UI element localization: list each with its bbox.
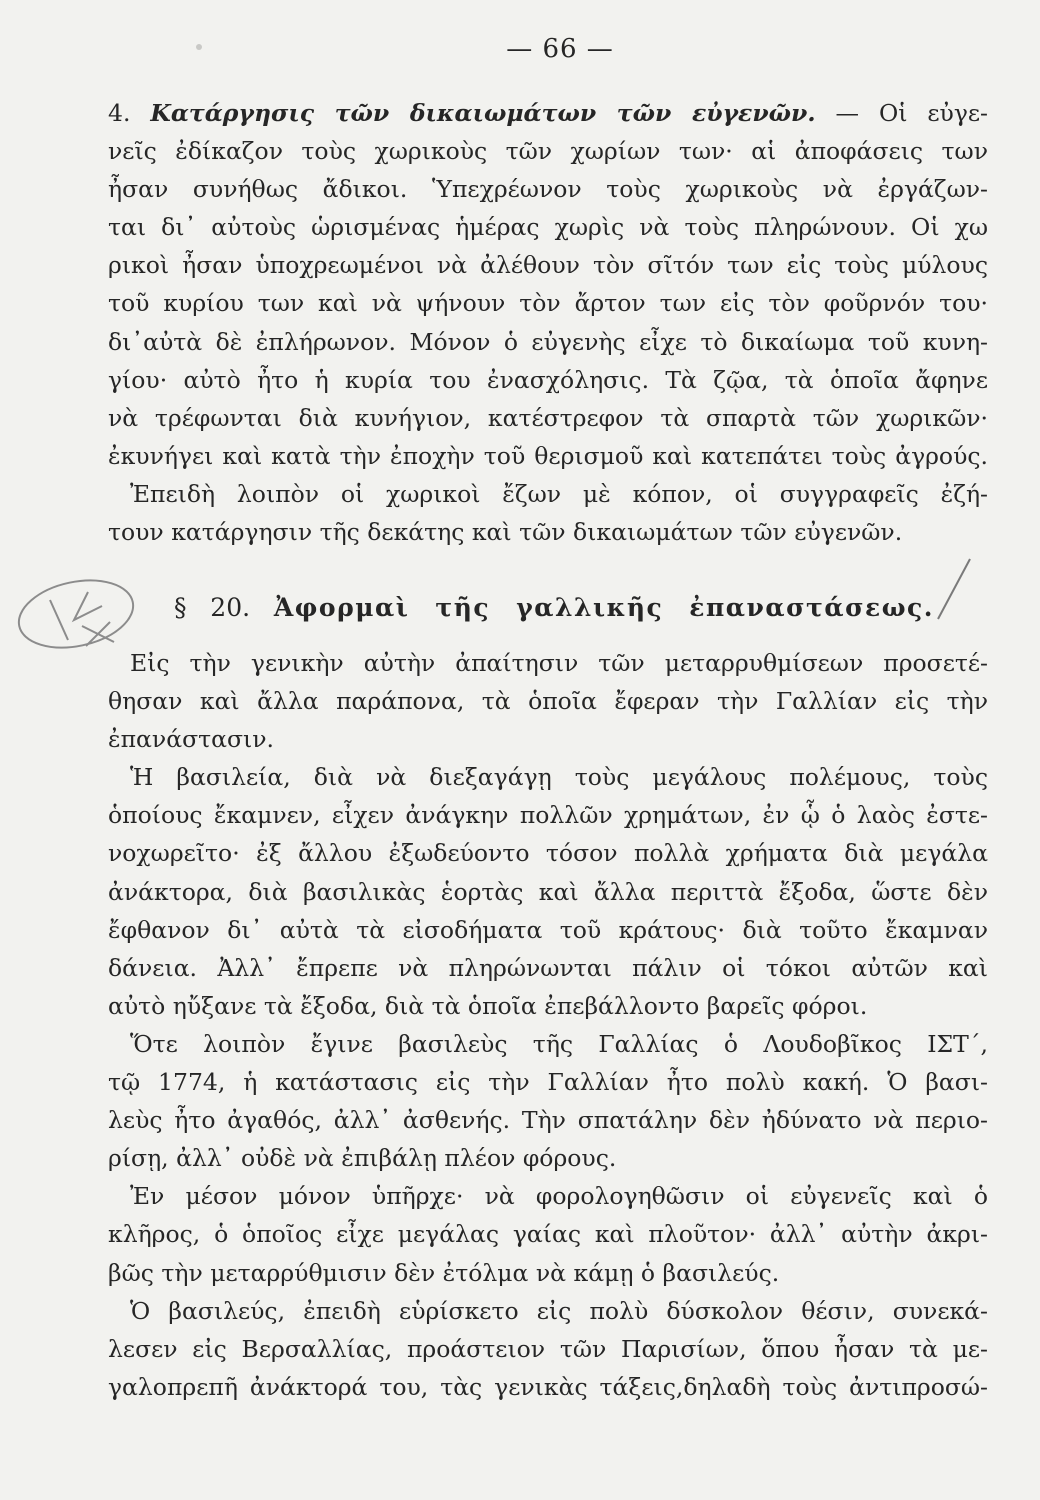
text-line: Ὁ βασιλεύς, ἐπειδὴ εὑρίσκετο εἰς πολὺ δύσκολον θέσιν, συνεκά- <box>130 1296 988 1325</box>
text-line: βῶς τὴν μεταρρύθμισιν δὲν ἐτόλμα νὰ κάμῃ ὁ βασιλεύς. <box>108 1258 780 1287</box>
section-4-line-1-rest: — Οἱ εὐγε- <box>835 99 988 127</box>
page-number: — 66 — <box>506 34 614 64</box>
section-20-body <box>108 644 988 1406</box>
text-line: νοχωρεῖτο· ἐξ ἄλλου ἐξωδεύοντο τόσον πολλὰ χρήματα διὰ μεγάλα <box>108 839 988 868</box>
text-line: ρίσῃ, ἀλλ᾽ οὐδὲ νὰ ἐπιβάλῃ πλέον φόρους. <box>108 1144 617 1173</box>
text-line: λεσεν εἰς Βερσαλλίας, προάστειον τῶν Παρισίων, ὅπου ἦσαν τὰ με- <box>108 1334 988 1363</box>
text-line: τῷ 1774, ἡ κατάστασις εἰς τὴν Γαλλίαν ἦτο πολὺ κακή. Ὁ βασι- <box>108 1068 988 1097</box>
section-4 <box>108 94 988 551</box>
text-line: ἦσαν συνήθως ἄδικοι. Ὑπεχρέωνον τοὺς χωρικοὺς νὰ ἐργάζων- <box>108 175 988 204</box>
text-line: ἐκυνήγει καὶ κατὰ τὴν ἐποχὴν τοῦ θερισμοῦ καὶ κατεπάτει τοὺς ἀγρούς. <box>108 441 988 470</box>
text-line: Ἡ βασιλεία, διὰ νὰ διεξαγάγῃ τοὺς μεγάλους πολέμους, τοὺς <box>130 763 988 792</box>
text-line: Εἰς τὴν γενικὴν αὐτὴν ἀπαίτησιν τῶν μεταρρυθμίσεων προσετέ- <box>130 649 988 677</box>
pencil-slash-mark-icon <box>930 555 980 625</box>
text-line: αὐτὸ ηὔξανε τὰ ἔξοδα, διὰ τὰ ὁποῖα ἐπεβάλλοντο βαρεῖς φόροι. <box>108 991 868 1020</box>
section-4-title: Κατάργησις τῶν δικαιωμάτων τῶν εὐγενῶν. <box>150 99 816 127</box>
text-line: δι᾽αὐτὰ δὲ ἐπλήρωνον. Μόνον ὁ εὐγενὴς εἶχε τὸ δικαίωμα τοῦ κυνη- <box>108 327 988 356</box>
text-line: ται δι᾽ αὐτοὺς ὡρισμένας ἡμέρας χωρὶς νὰ τοὺς πληρώνουν. Οἱ χω <box>108 213 988 242</box>
text-line: τουν κατάργησιν τῆς δεκάτης καὶ τῶν δικαιωμάτων τῶν εὐγενῶν. <box>108 518 903 547</box>
text-line: ἔφθανον δι᾽ αὐτὰ τὰ εἰσοδήματα τοῦ κράτους· διὰ τοῦτο ἔκαμναν <box>108 915 988 944</box>
section-20-title: Ἀφορμαὶ τῆς γαλλικῆς ἐπαναστάσεως. <box>273 593 934 622</box>
text-line: θησαν καὶ ἄλλα παράπονα, τὰ ὁποῖα ἔφεραν τὴν Γαλλίαν εἰς τὴν <box>108 687 988 716</box>
text-line: ὁποίους ἔκαμνεν, εἶχεν ἀνάγκην πολλῶν χρημάτων, ἐν ᾧ ὁ λαὸς ἐστε- <box>108 801 988 830</box>
text-line: κλῆρος, ὁ ὁποῖος εἶχε μεγάλας γαίας καὶ πλοῦτον· ἀλλ᾽ αὐτὴν ἀκρι- <box>108 1220 988 1249</box>
text-line: ἀνάκτορα, διὰ βασιλικὰς ἑορτὰς καὶ ἄλλα περιττὰ ἔξοδα, ὥστε δὲν <box>108 877 988 906</box>
text-line: Ἐν μέσον μόνον ὑπῆρχε· νὰ φορολογηθῶσιν οἱ εὐγενεῖς καὶ ὁ <box>130 1182 988 1211</box>
text-line: νὰ τρέφωνται διὰ κυνήγιον, κατέστρεφον τὰ σπαρτὰ τῶν χωρικῶν· <box>108 403 988 432</box>
section-4-heading-line <box>108 94 988 132</box>
text-line: γίου· αὐτὸ ἦτο ἡ κυρία του ἐνασχόλησις. Τὰ ζῷα, τὰ ὁποῖα ἄφηνε <box>108 365 988 394</box>
text-line: ρικοὶ ἦσαν ὑποχρεωμένοι νὰ ἀλέθουν τὸν σῖτόν των εἰς τοὺς μύλους <box>108 251 988 280</box>
text-line: γαλοπρεπῆ ἀνάκτορά του, τὰς γενικὰς τάξεις,δηλαδὴ τοὺς ἀντιπροσώ- <box>108 1372 988 1401</box>
section-20-heading <box>174 586 934 630</box>
section-4-number: 4. <box>108 99 131 127</box>
text-line: νεῖς ἐδίκαζον τοὺς χωρικοὺς τῶν χωρίων των· αἱ ἀποφάσεις των <box>108 137 988 166</box>
text-line: δάνεια. Ἀλλ᾽ ἔπρεπε νὰ πληρώνωνται πάλιν οἱ τόκοι αὐτῶν καὶ <box>108 953 988 982</box>
text-line: λεὺς ἦτο ἀγαθός, ἀλλ᾽ ἀσθενής. Τὴν σπατάλην δὲν ἠδύνατο νὰ περιο- <box>108 1106 988 1135</box>
text-line: Ὅτε λοιπὸν ἔγινε βασιλεὺς τῆς Γαλλίας ὁ Λουδοβῖκος ΙΣΤ΄, <box>130 1029 988 1058</box>
text-line: Ἐπειδὴ λοιπὸν οἱ χωρικοὶ ἔζων μὲ κόπον, οἱ συγγραφεῖς ἐζή- <box>130 479 988 508</box>
section-20-mark: § 20. <box>174 593 251 622</box>
pencil-circle-mark-icon <box>10 570 140 660</box>
text-line: ἐπανάστασιν. <box>108 725 275 754</box>
text-line: τοῦ κυρίου των καὶ νὰ ψήνουν τὸν ἄρτον των εἰς τὸν φοῦρνόν του· <box>108 289 988 318</box>
